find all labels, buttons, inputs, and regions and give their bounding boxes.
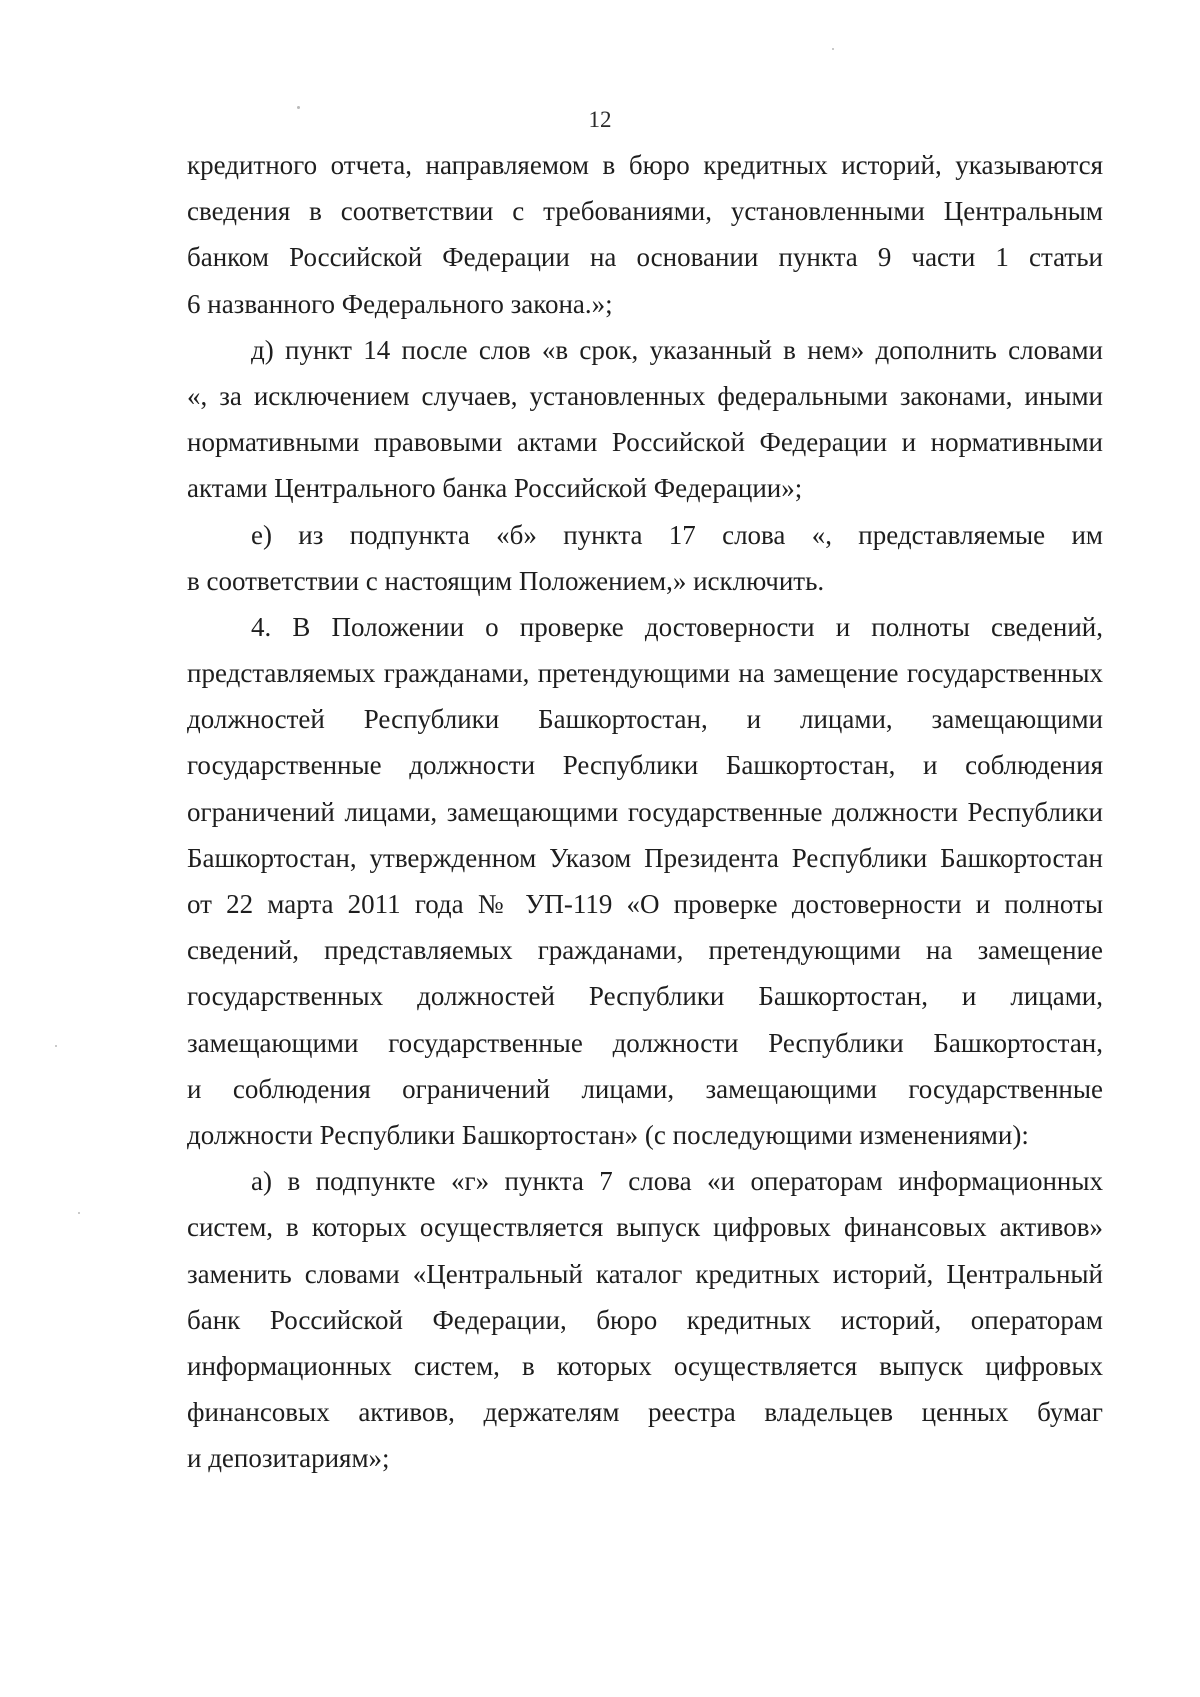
text-line: систем, в которых осуществляется выпуск цифровых финансовых активов» <box>187 1212 1103 1243</box>
text-line: в соответствии с настоящим Положением,» исключить. <box>187 565 825 596</box>
paragraph-continuation <box>187 142 1103 327</box>
text-line: кредитного отчета, направляемом в бюро кредитных историй, указываются <box>187 150 1103 180</box>
text-line: 4. В Положении о проверке достоверности и полноты сведений, <box>251 611 1103 642</box>
text-line: и депозитариям»; <box>187 1443 390 1474</box>
text-line: ограничений лицами, замещающими государственные должности Республики <box>187 796 1103 827</box>
text-line: от 22 марта 2011 года № УП-119 «О проверке достоверности и полноты <box>187 889 1103 919</box>
text-line: банком Российской Федерации на основании пункта 9 части 1 статьи <box>187 242 1103 273</box>
text-line: замещающими государственные должности Республики Башкортостан, <box>187 1027 1103 1058</box>
paragraph-item-a <box>187 1158 1103 1481</box>
scan-speck <box>78 1212 80 1214</box>
text-line: е) из подпункта «б» пункта 17 слова «, представляемые им <box>251 519 1103 550</box>
text-line: сведения в соответствии с требованиями, установленными Центральным <box>187 196 1103 227</box>
text-line: нормативными правовыми актами Российской Федерации и нормативными <box>187 427 1103 458</box>
text-line: информационных систем, в которых осуществляется выпуск цифровых <box>187 1350 1103 1381</box>
paragraph-item-e <box>187 512 1103 604</box>
text-line: актами Центрального банка Российской Федерации»; <box>187 473 803 504</box>
scan-speck <box>832 48 834 50</box>
text-line: 6 названного Федерального закона.»; <box>187 288 613 319</box>
text-line: «, за исключением случаев, установленных федеральными законами, иными <box>187 380 1103 411</box>
text-line: заменить словами «Центральный каталог кредитных историй, Центральный <box>187 1258 1103 1289</box>
text-line: должности Республики Башкортостан» (с последующими изменениями): <box>187 1119 1029 1150</box>
text-line: государственных должностей Республики Башкортостан, и лицами, <box>187 981 1103 1012</box>
page-number: 12 <box>588 107 612 132</box>
document-body <box>187 142 1103 1481</box>
text-line: Башкортостан, утвержденном Указом Президента Республики Башкортостан <box>187 842 1103 873</box>
text-line: сведений, представляемых гражданами, претендующими на замещение <box>187 935 1103 966</box>
text-line: должностей Республики Башкортостан, и лицами, замещающими <box>187 704 1103 735</box>
text-line: банк Российской Федерации, бюро кредитных историй, операторам <box>187 1304 1103 1335</box>
text-line: д) пункт 14 после слов «в срок, указанный в нем» дополнить словами <box>251 334 1103 365</box>
text-line: представляемых гражданами, претендующими на замещение государственных <box>187 658 1103 689</box>
text-line: и соблюдения ограничений лицами, замещающими государственные <box>187 1073 1103 1104</box>
text-line: государственные должности Республики Башкортостан, и соблюдения <box>187 750 1103 781</box>
scan-speck <box>55 1045 57 1047</box>
text-line: а) в подпункте «г» пункта 7 слова «и операторам информационных <box>251 1166 1103 1197</box>
paragraph-item-d <box>187 327 1103 512</box>
text-line: финансовых активов, держателям реестра владельцев ценных бумаг <box>187 1397 1103 1428</box>
paragraph-section-4 <box>187 604 1103 1158</box>
